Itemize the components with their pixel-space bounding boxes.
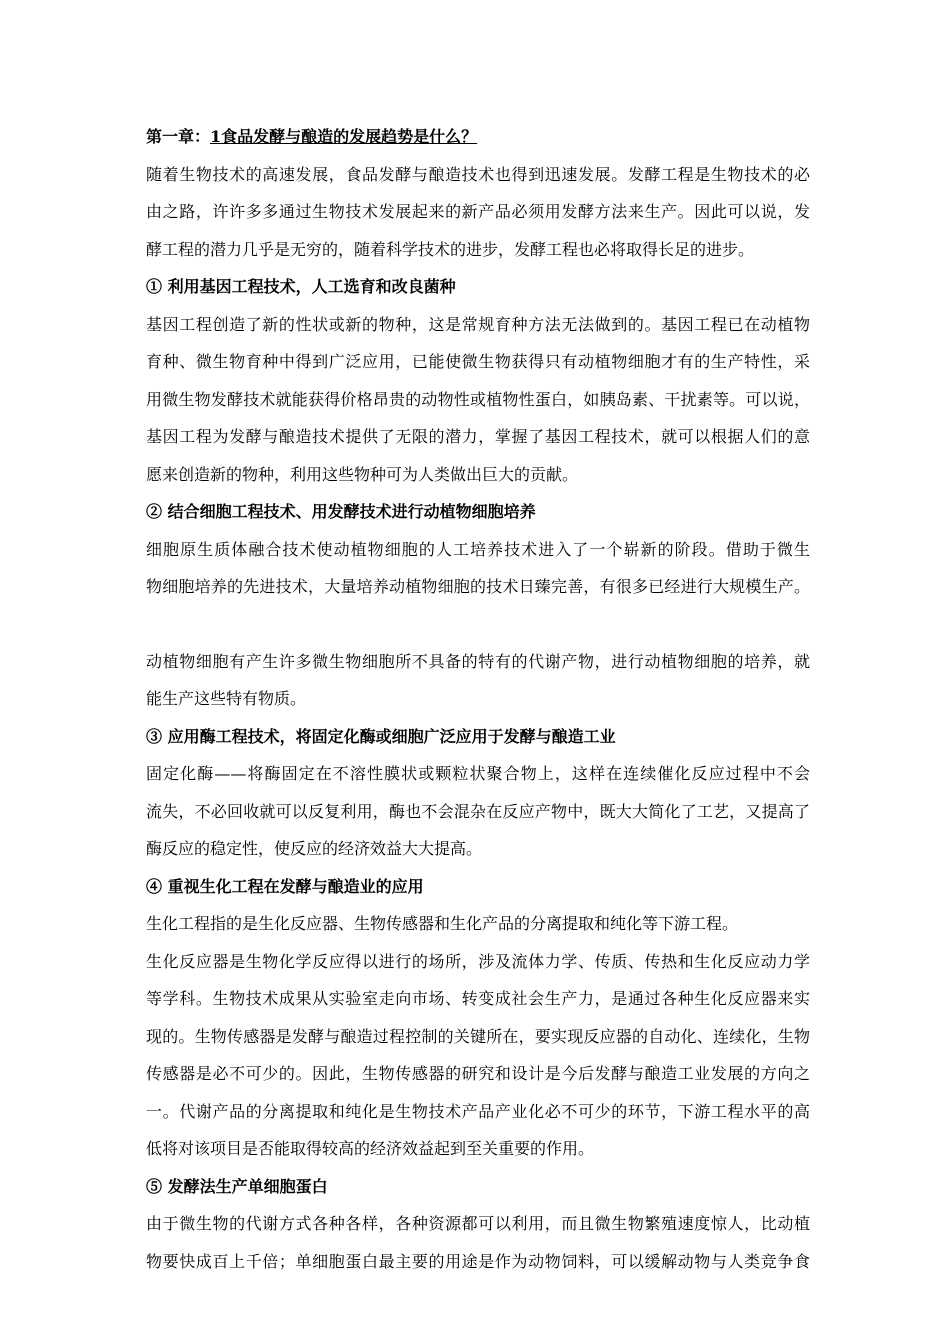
section-heading-4: ④ 重视生化工程在发酵与酿造业的应用 — [146, 876, 424, 896]
chapter-title — [146, 124, 810, 162]
paragraph-line: 流失，不必回收就可以反复利用，酶也不会混杂在反应产物中，既大大简化了工艺，又提高了 — [146, 801, 810, 821]
document-body — [146, 124, 810, 1286]
paragraph-line: 酵工程的潜力几乎是无穷的，随着科学技术的进步，发酵工程也必将取得长足的进步。 — [146, 239, 755, 259]
chapter-label: 第一章： — [146, 127, 211, 146]
paragraph-line: 一。代谢产品的分离提取和纯化是生物技术产品产业化必不可少的环节，下游工程水平的高 — [146, 1101, 810, 1121]
paragraph-line: 低将对该项目是否能取得较高的经济效益起到至关重要的作用。 — [146, 1139, 595, 1158]
paragraph-line: 传感器是必不可少的。因此，生物传感器的研究和设计是今后发酵与酿造工业发展的方向之 — [146, 1064, 810, 1083]
paragraph-line: 愿来创造新的物种，利用这些物种可为人类做出巨大的贡献。 — [146, 464, 579, 484]
paragraph-line: 等学科。生物技术成果从实验室走向市场、转变成社会生产力，是通过各种生化反应器来实 — [146, 989, 810, 1008]
paragraph-line: 能生产这些特有物质。 — [146, 689, 307, 708]
paragraph-line: 育种、微生物育种中得到广泛应用，已能使微生物获得只有动植物细胞才有的生产特性，采 — [146, 352, 810, 371]
paragraph-line: 物要快成百上千倍；单细胞蛋白最主要的用途是作为动物饲料，可以缓解动物与人类竞争食 — [146, 1251, 810, 1271]
paragraph-line: 生化反应器是生物化学反应得以进行的场所，涉及流体力学、传质、传热和生化反应动力学 — [146, 951, 810, 971]
paragraph-line: 细胞原生质体融合技术使动植物细胞的人工培养技术进入了一个崭新的阶段。借助于微生 — [146, 539, 810, 559]
paragraph-line: 用微生物发酵技术就能获得价格昂贵的动物性或植物性蛋白，如胰岛素、干扰素等。可以说， — [146, 389, 810, 409]
paragraph-line: 由于微生物的代谢方式各种各样，各种资源都可以利用，而且微生物繁殖速度惊人，比动植 — [146, 1214, 810, 1233]
blank-line — [146, 612, 810, 649]
section-heading-2: ② 结合细胞工程技术、用发酵技术进行动植物细胞培养 — [146, 502, 536, 521]
section-heading-1: ① 利用基因工程技术，人工选育和改良菌种 — [146, 277, 456, 296]
paragraph-line: 固定化酶——将酶固定在不溶性膜状或颗粒状聚合物上，这样在连续催化反应过程中不会 — [146, 764, 810, 783]
section-heading-3: ③ 应用酶工程技术，将固定化酶或细胞广泛应用于发酵与酿造工业 — [146, 726, 616, 746]
paragraph-line: 基因工程为发酵与酿造技术提供了无限的潜力，掌握了基因工程技术，就可以根据人们的意 — [146, 427, 810, 446]
paragraph-line: 生化工程指的是生化反应器、生物传感器和生化产品的分离提取和纯化等下游工程。 — [146, 914, 739, 933]
paragraph-line: 现的。生物传感器是发酵与酿造过程控制的关键所在，要实现反应器的自动化、连续化，生物 — [146, 1026, 810, 1046]
paragraph-line: 酶反应的稳定性，使反应的经济效益大大提高。 — [146, 839, 483, 858]
paragraph-line: 随着生物技术的高速发展，食品发酵与酿造技术也得到迅速发展。发酵工程是生物技术的必 — [146, 164, 810, 184]
paragraph-line: 动植物细胞有产生许多微生物细胞所不具备的特有的代谢产物，进行动植物细胞的培养，就 — [146, 651, 810, 671]
question-title: 1食品发酵与酿造的发展趋势是什么？ — [210, 127, 478, 146]
paragraph-line: 物细胞培养的先进技术，大量培养动植物细胞的技术日臻完善，有很多已经进行大规模生产。 — [146, 577, 810, 596]
section-heading-5: ⑤ 发酵法生产单细胞蛋白 — [146, 1176, 328, 1196]
paragraph-line: 由之路，许许多多通过生物技术发展起来的新产品必须用发酵方法来生产。因此可以说，发 — [146, 202, 810, 221]
paragraph-line: 基因工程创造了新的性状或新的物种，这是常规育种方法无法做到的。基因工程已在动植物 — [146, 314, 810, 334]
